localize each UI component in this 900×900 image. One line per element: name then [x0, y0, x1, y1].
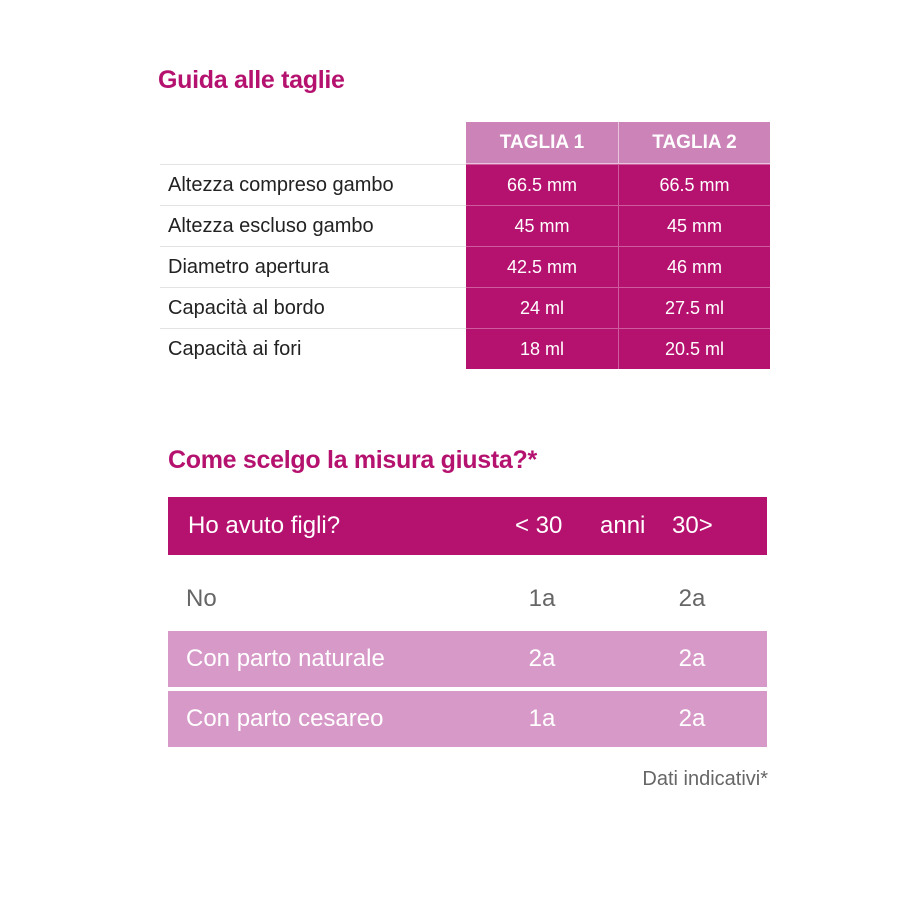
column-header-size-1: TAGLIA 1: [466, 122, 618, 164]
column-header-size-2: TAGLIA 2: [618, 122, 770, 164]
row-label: Capacità al bordo: [160, 287, 466, 328]
table-row: [160, 287, 770, 328]
question-header: Ho avuto figli?: [188, 512, 341, 539]
row-label: Diametro apertura: [160, 246, 466, 287]
table-row: [168, 631, 767, 687]
row-label: Capacità ai fori: [160, 328, 466, 369]
choice-guide-table: [168, 497, 767, 747]
size-1-value: 42.5 mm: [466, 246, 618, 287]
over-30-value: 2a: [678, 705, 706, 732]
size-table-header: [160, 122, 770, 164]
table-row: [160, 164, 770, 205]
table-row: [160, 328, 770, 369]
choice-table-header: [168, 497, 767, 555]
size-2-value: 27.5 ml: [618, 287, 770, 328]
size-1-value: 45 mm: [466, 205, 618, 246]
size-1-value: 24 ml: [466, 287, 618, 328]
row-label: Altezza escluso gambo: [160, 205, 466, 246]
size-2-value: 46 mm: [618, 246, 770, 287]
table-row: [160, 246, 770, 287]
row-label: No: [186, 585, 217, 612]
size-2-value: 66.5 mm: [618, 164, 770, 205]
row-label: Con parto cesareo: [186, 705, 384, 732]
row-label: Con parto naturale: [186, 645, 385, 672]
size-1-value: 66.5 mm: [466, 164, 618, 205]
size-2-value: 45 mm: [618, 205, 770, 246]
size-guide-table: [160, 122, 770, 369]
choice-guide-title: Come scelgo la misura giusta?*: [168, 446, 537, 474]
over-30-value: 2a: [678, 585, 706, 612]
table-row: [168, 571, 767, 627]
over-30-value: 2a: [678, 645, 706, 672]
age-unit-header: anni: [600, 512, 646, 539]
size-1-value: 18 ml: [466, 328, 618, 369]
under-30-value: 1a: [528, 585, 556, 612]
size-2-value: 20.5 ml: [618, 328, 770, 369]
footnote: Dati indicativi*: [642, 768, 768, 790]
under-30-header: < 30: [515, 512, 563, 539]
under-30-value: 1a: [528, 705, 556, 732]
row-label: Altezza compreso gambo: [160, 164, 466, 205]
size-guide-title: Guida alle taglie: [158, 66, 345, 94]
table-row: [168, 691, 767, 747]
table-row: [160, 205, 770, 246]
over-30-header: 30>: [672, 512, 713, 539]
under-30-value: 2a: [528, 645, 556, 672]
